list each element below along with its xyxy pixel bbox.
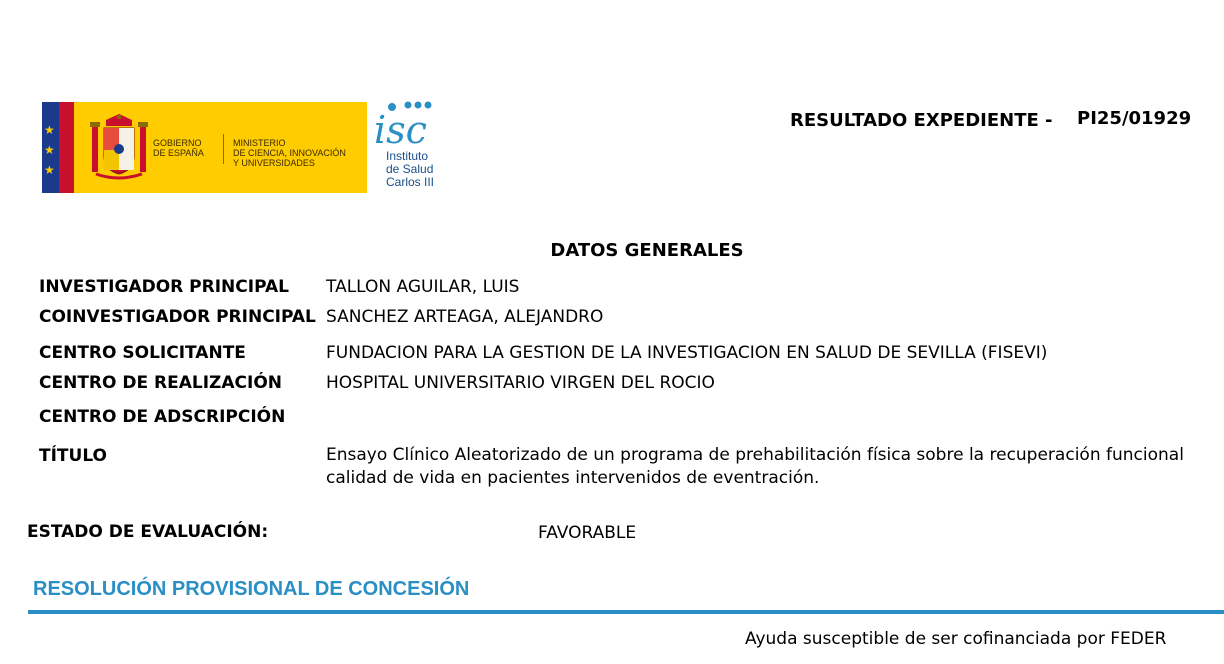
centro-realizacion-value: HOSPITAL UNIVERSITARIO VIRGEN DEL ROCIO: [326, 373, 715, 393]
coat-of-arms-icon: [88, 112, 150, 182]
resolucion-heading: RESOLUCIÓN PROVISIONAL DE CONCESIÓN: [33, 578, 470, 600]
centro-solicitante-value: FUNDACION PARA LA GESTION DE LA INVESTIGACION EN SALUD DE SEVILLA (FISEVI): [326, 343, 1048, 363]
estado-evaluacion-label: ESTADO DE EVALUACIÓN:: [27, 522, 269, 542]
datos-generales-heading: DATOS GENERALES: [550, 240, 744, 261]
centro-adscripcion-label: CENTRO DE ADSCRIPCIÓN: [39, 407, 286, 427]
feder-note: Ayuda susceptible de ser cofinanciada por FEDER: [745, 629, 1167, 649]
investigador-principal-label: INVESTIGADOR PRINCIPAL: [39, 277, 289, 297]
star-icon: ★: [44, 143, 55, 157]
titulo-label: TÍTULO: [39, 446, 107, 466]
coinvestigador-principal-label: COINVESTIGADOR PRINCIPAL: [39, 307, 316, 327]
estado-evaluacion-value: FAVORABLE: [538, 523, 637, 543]
centro-solicitante-label: CENTRO SOLICITANTE: [39, 343, 246, 363]
expediente-title: RESULTADO EXPEDIENTE -: [790, 110, 1053, 131]
isc-institute-name: Instituto de Salud Carlos III: [386, 149, 435, 189]
section-divider: [28, 610, 1224, 614]
logo-divider: [223, 134, 224, 164]
government-name: GOBIERNO DE ESPAÑA: [153, 138, 204, 158]
centro-realizacion-label: CENTRO DE REALIZACIÓN: [39, 373, 282, 393]
isc-logo-icon: [372, 101, 442, 151]
expediente-number: PI25/01929: [1077, 108, 1192, 129]
spain-flag-stripe: [59, 102, 74, 193]
titulo-value: Ensayo Clínico Aleatorizado de un programa de prehabilitación física sobre la recuperación funcional calidad de vida en pacientes intervenidos de eventración.: [326, 445, 1184, 488]
svg-text:isc: isc: [374, 108, 427, 151]
investigador-principal-value: TALLON AGUILAR, LUIS: [326, 277, 520, 297]
ministry-name: MINISTERIO DE CIENCIA, INNOVACIÓN Y UNIVERSIDADES: [233, 138, 346, 168]
star-icon: ★: [44, 123, 55, 137]
star-icon: ★: [44, 163, 55, 177]
government-ministry-logo: [42, 102, 367, 193]
coinvestigador-principal-value: SANCHEZ ARTEAGA, ALEJANDRO: [326, 307, 604, 327]
